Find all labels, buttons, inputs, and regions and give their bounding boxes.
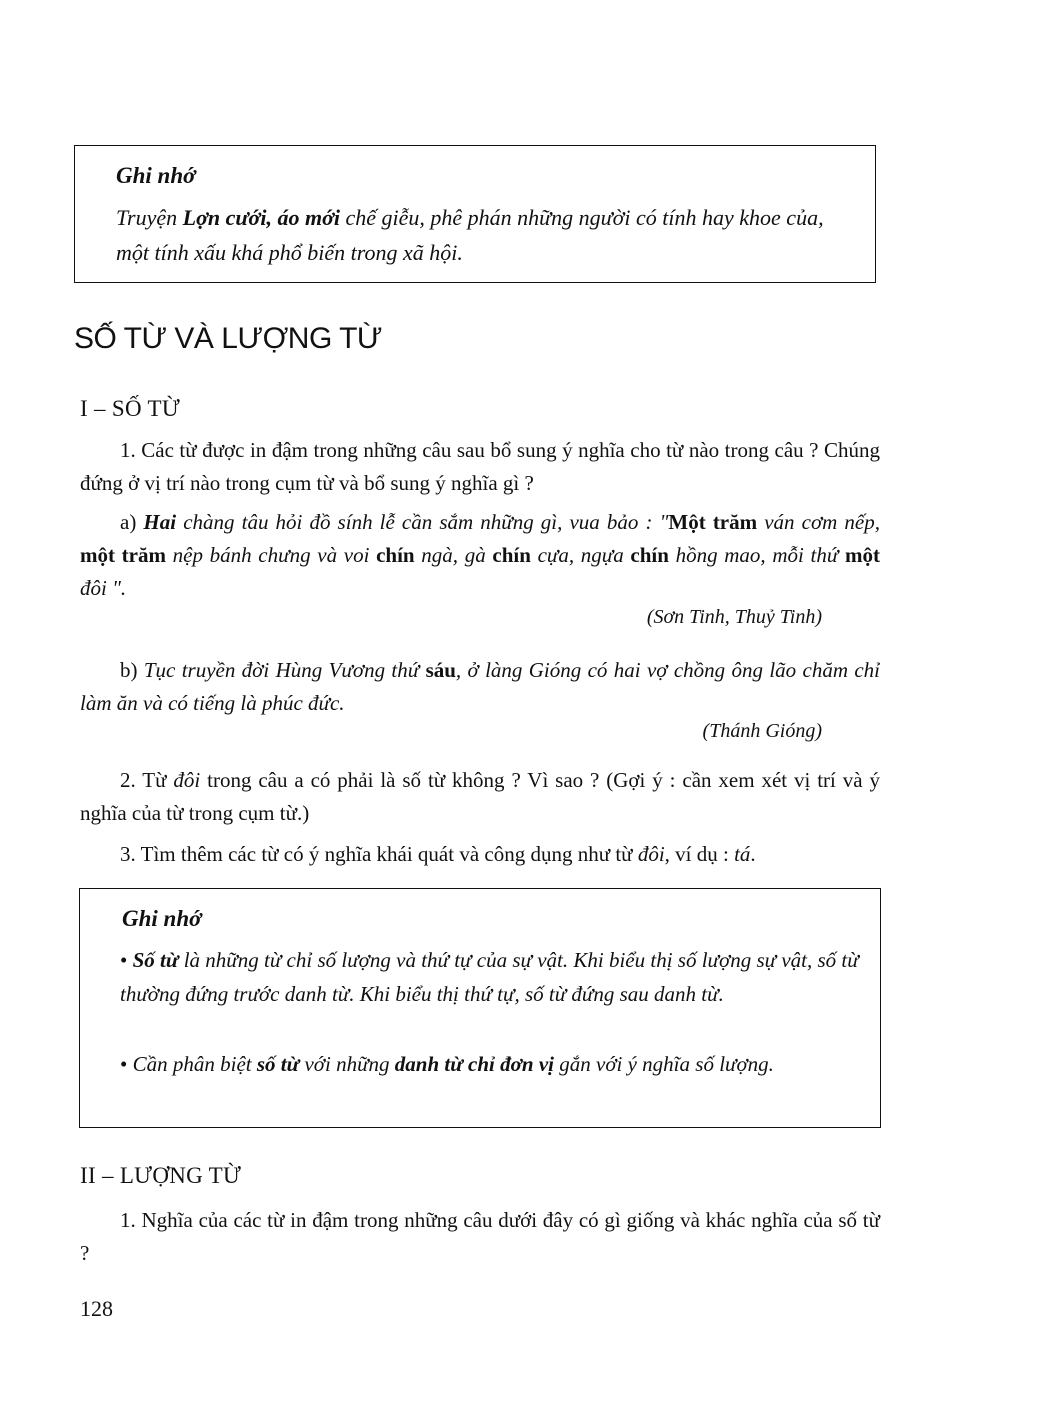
ex-a-bold-1: Hai	[143, 510, 177, 534]
note-box-1-text	[116, 200, 851, 270]
example-b-label: b)	[120, 658, 144, 682]
note-box-1-title: Ghi nhớ	[116, 163, 196, 188]
ex-a-text-6: nệp bánh chưng và voi	[165, 543, 377, 567]
ex-a-bold-9: chín	[492, 543, 531, 567]
bullet-2-bold-2: danh từ chỉ đơn vị	[394, 1052, 554, 1076]
bullet-1-text: là những từ chỉ số lượng và thứ tự của sự vật. Khi biểu thị số lượng sự vật, số từ thường đứng trước danh từ. Khi biểu thị thứ tự, số từ đứng sau danh từ.	[120, 948, 859, 1006]
note-box-1-text-prefix: Truyện	[116, 205, 183, 230]
section-2-question-1: 1. Nghĩa của các từ in đậm trong những câu dưới đây có gì giống và khác nghĩa của số từ ?	[80, 1208, 880, 1265]
ex-a-bold-11: chín	[630, 543, 669, 567]
example-b-source: (Thánh Gióng)	[702, 720, 822, 742]
section-1-heading: I – SỐ TỪ	[80, 396, 180, 421]
page-number: 128	[80, 1296, 113, 1321]
note-bullet-1	[120, 943, 865, 1011]
lesson-title: SỐ TỪ VÀ LƯỢNG TỪ	[74, 322, 383, 355]
question-3	[80, 838, 880, 871]
question-2	[80, 764, 880, 830]
example-a-label: a)	[120, 510, 144, 534]
ex-a-bold-3: Một trăm	[668, 510, 758, 534]
ex-a-bold-13: một	[845, 543, 880, 567]
bullet-dot-icon: •	[120, 948, 128, 972]
bullet-1-bold: Số từ	[132, 948, 179, 972]
bullet-2-mid: với những	[299, 1052, 395, 1076]
ex-a-bold-7: chín	[376, 543, 415, 567]
example-a	[80, 506, 880, 605]
note-bullet-2	[120, 1047, 865, 1081]
example-a-source: (Sơn Tinh, Thuỷ Tinh)	[646, 606, 822, 628]
bullet-2-suffix: gắn với ý nghĩa số lượng.	[554, 1052, 774, 1076]
note-box-1-story-title: Lợn cưới, áo mới	[182, 205, 340, 230]
ex-a-text-12: hồng mao, mỗi thứ	[668, 543, 845, 567]
example-b	[80, 654, 880, 720]
q3-mid: , ví dụ :	[664, 842, 735, 866]
q3-end: .	[750, 842, 756, 866]
ex-a-text-4: ván cơm nếp,	[757, 510, 880, 534]
ex-a-bold-5: một trăm	[80, 543, 166, 567]
q3-word: đôi	[637, 842, 665, 866]
ex-a-text-14: đôi ".	[80, 576, 127, 600]
ex-b-bold-2: sáu	[425, 658, 456, 682]
bullet-2-prefix: Cần phân biệt	[132, 1052, 257, 1076]
ex-a-text-10: cựa, ngựa	[530, 543, 631, 567]
q3-example: tá	[734, 842, 751, 866]
ex-a-text-8: ngà, gà	[414, 543, 493, 567]
q2-suffix: trong câu a có phải là số từ không ? Vì sao ? (Gợi ý : cần xem xét vị trí và ý nghĩa của từ trong cụm từ.)	[80, 768, 880, 825]
ex-a-text-2: chàng tâu hỏi đồ sính lễ cần sắm những gì, vua bảo : "	[176, 510, 669, 534]
q3-prefix: 3. Tìm thêm các từ có ý nghĩa khái quát và công dụng như từ	[120, 842, 638, 866]
ex-b-text-1: Tục truyền đời Hùng Vương thứ	[143, 658, 426, 682]
section-2-heading: II – LƯỢNG TỪ	[80, 1163, 242, 1188]
question-1: 1. Các từ được in đậm trong những câu sau bổ sung ý nghĩa cho từ nào trong câu ? Chúng đứng ở vị trí nào trong cụm từ và bổ sung ý nghĩa gì ?	[80, 438, 880, 495]
q2-word: đôi	[173, 768, 201, 792]
bullet-2-bold-1: số từ	[256, 1052, 300, 1076]
bullet-dot-icon: •	[120, 1052, 128, 1076]
q2-prefix: 2. Từ	[120, 768, 174, 792]
ex-b-text-3: , ở làng Gióng có hai vợ chồng ông lão chăm chỉ làm ăn và có tiếng là phúc đức.	[80, 658, 880, 715]
note-box-1-text-suffix: chế giễu, phê phán những người có tính hay khoe của, một tính xấu khá phổ biến trong xã hội.	[116, 205, 824, 265]
note-box-2-title: Ghi nhớ	[122, 906, 202, 931]
